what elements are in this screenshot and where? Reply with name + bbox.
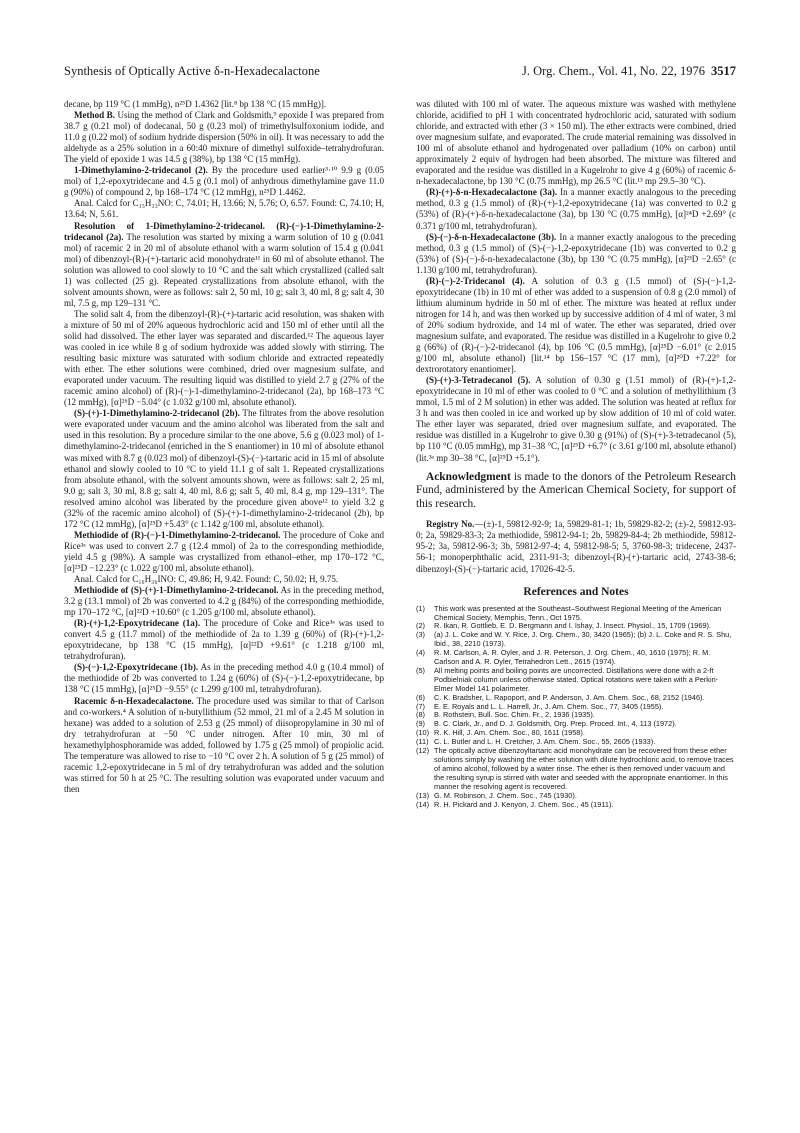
references-list [416,605,736,810]
paragraph-text: Using the method of Clark and Goldsmith,⁹ epoxide I was prepared from 38.7 g (0.21 mol) of dodecanal, 50 g (0.23 mol) of trimethylsulfoxonium iodide, and 11.0 g (0.22 mol) of sodium hydride dispersion (50% in oil). It was necessary to add the aldehyde as a 25% solution in a 60:40 mixture of dimethyl sulfoxide–tetrahydrofuran. The yield of epoxide 1 was 14.5 g (38%), bp 138 °C (15 mmHg). [64,110,384,165]
reference-text: (a) J. L. Coke and W. Y. Rice, J. Org. Chem., 30, 3420 (1965); (b) J. L. Coke and R. S. Shu, Ibid., 38, 2210 (1973). [434,630,732,649]
reference-text: B. Rothstein, Bull. Soc. Chim. Fr., 2, 1936 (1935). [434,710,595,720]
reference-text: G. M. Robinson, J. Chem. Soc., 745 (1930). [434,790,577,800]
reference-number: (11) [416,737,429,747]
paragraph [64,165,384,198]
reference-text: C. L. Butler and L. H. Cretcher, J. Am. Chem. Soc., 55, 2605 (1933). [434,737,656,747]
reference-item [416,631,736,649]
reference-text: R. H. Pickard and J. Kenyon, J. Chem. Soc., 45 (1911). [434,799,614,809]
paragraph-text: The procedure of Coke and Rice³ᵃ was used to convert 2.7 g (12.4 mmol) of 2a to the corresponding methiodide, yield 4.5 g (98%). A sample was crystallized from ethanol–ether, mp 170–172 °C, [α]²⁵D −12.23° (c 1.022 g/100 ml, absolute ethanol). [64,529,384,573]
references-title: References and Notes [523,585,629,598]
reference-item [416,649,736,667]
paragraph [416,375,736,463]
left-column [64,99,384,795]
reference-number: (1) [416,603,425,613]
paragraph-text: was diluted with 100 ml of water. The aqueous mixture was washed with methylene chloride, acidified to pH 1 with concentrated hydrochloric acid, saturated with sodium chloride, and extracted with ether (3 × 150 ml). The ether extracts were combined, dried over magnesium sulfate, and evaporated. The crude material remaining was dissolved in 100 ml of absolute ethanol and hydrogenated over palladium (10% on carbon) until approximately 2 equiv of hydrogen had been absorbed. The mixture was filtered and evaporated and the residue was distilled in a Kugelrohr to give 4 g (60%) of racemic δ-n-hexadecalactone, bp 130 °C (0.75 mmHg), mp 26.5 °C (lit.¹³ mp 29.5–30 °C). [416,99,736,187]
reference-text: All melting points and boiling points are uncorrected. Distillations were done with a 2-ft Podbielniak column unless otherwise stated. Optical rotations were taken with a Perkin-Elmer Model 141 polarimeter. [434,665,719,693]
acknowledgment [416,471,736,512]
reference-item [416,801,736,810]
paragraph-text: The resolution was started by mixing a warm solution of 10 g (0.041 mol) of racemic 2 in 20 ml of absolute ethanol with a warm solution of 15.4 g (0.041 mol) of dibenzoyl-(R)-(+)-tartaric acid monohydrate¹¹ in 60 ml of absolute ethanol. The solution was allowed to cool slowly to 10 °C and the salt which crystallized (called salt 1) was collected (25 g). Repeated crystallizations from absolute ethanol, with the solvent amounts shown, were as follows: salt 2, 50 ml, 10 g; salt 3, 40 ml, 8 g; salt 4, 30 ml, 7.5 g, mp 129–131 °C. [64,231,384,308]
paragraph [416,232,736,276]
paragraph-heading: Methiodide of (S)-(+)-1-Dimethylamino-2-tridecanol. [74,585,279,596]
right-column [416,99,736,809]
reference-text: E. E. Royals and L. L. Harrell, Jr., J. Am. Chem. Soc., 77, 3405 (1955). [434,701,664,711]
reference-text: R. Ikan, R. Gottlieb, E. D. Bergmann and I. Ishay, J. Insect. Physiol., 15, 1709 (1969). [434,621,712,631]
registry-numbers [416,519,736,574]
paragraph-text: A solution of 0.30 g (1.51 mmol) of (R)-(+)-1,2-epoxytridecane in 10 ml of ether was cooled to 0 °C and a solution of methyllithium (3 mmol, 1.5 ml of 2 M solution) in ether was added. The solution was heated at reflux for 3 h and was then cooled in ice and worked up by slow addition of 10 ml of cold water. The ether layer was separated, dried over magnesium sulfate, and evaporated. The residue was distilled in a Kugelrohr to give 0.30 g (91%) of (S)-(+)-3-tetradecanol (5), bp 110 °C (0.05 mmHg), mp 31–38 °C, [α]²⁵D +6.7° (c 3.61 g/100 ml, absolute ethanol) (lit.³ᵃ mp 30–38 °C, [α]²⁵D +5.1°). [416,375,736,463]
page-number: 3517 [711,64,736,78]
reference-item [416,667,736,694]
reference-number: (10) [416,728,430,738]
reference-text: R. K. Hill, J. Am. Chem. Soc., 80, 1611 (1958). [434,728,585,738]
registry-heading: Registry No. [426,519,475,530]
reference-item [416,747,736,792]
paragraph-text: In a manner exactly analogous to the preceding method, 0.3 g (1.5 mmol) of (R)-(+)-1,2-epoxytridecane (1a) was converted to 0.2 g (53%) of (R)-(+)-δ-n-hexadecalactone (3a), bp 130 °C (0.75 mmHg), [α]²⁴D +2.69° (c 0.371 g/100 ml, tetrahydrofuran). [416,187,736,231]
paragraph [64,585,384,618]
reference-text: This work was presented at the Southeast–Southwest Regional Meeting of the American Chemical Society, Memphis, Tenn., Oct 1975. [434,603,722,622]
reference-number: (4) [416,648,425,658]
paragraph [64,618,384,662]
reference-number: (13) [416,790,430,800]
paragraph-text: By the procedure used earlier³·¹⁰ 9.9 g (0.05 mol) of 1,2-epoxytridecane and 4.5 g (0.1 mol) of anhydrous dimethylamine gave 11.0 g (90%) of compound 2, bp 168–174 °C (12 mmHg), n²⁵D 1.4462. [64,165,385,198]
reference-number: (12) [416,746,430,756]
registry-text: —(±)-1, 59812-92-9; 1a, 59829-81-1; 1b, 59829-82-2; (±)-2, 59812-93-0; 2a, 59829-83-3; 2a methiodide, 59812-94-1; 2b, 59829-84-4; 2b methiodide, 59812-95-2; 3a, 59812-96-3; 3b, 59812-97-4; 4, 59812-98-5; 5, 3760-98-3; tridecene, 2437-56-1; monoperphthalic acid, 2311-91-3; dibenzoyl-(R)-(+)-tartaric acid, 2743-38-6; dibenzoyl-(S)-(−)-tartaric acid, 17026-42-5. [416,519,736,574]
paragraph [416,99,736,187]
paragraph-text: The procedure of Coke and Rice³ᵃ was used to convert 4.5 g (11.7 mmol) of the methiodide of 2a to 1.39 g (60%) of (R)-(+)-1,2-epoxytridecane, bp 138 °C (15 mmHg), [α]²²D +9.61° (c 1.218 g/100 ml, tetrahydrofuran). [64,618,384,662]
paragraph-heading: (S)-(+)-3-Tetradecanol (5). [426,375,531,386]
acknowledgment-heading: Acknowledgment [426,470,511,483]
reference-text: C. K. Bradsher, L. Rapoport, and P. Anderson, J. Am. Chem. Soc., 68, 2152 (1946). [434,692,705,702]
paragraph [64,574,384,585]
reference-text: The optically active dibenzoyltartaric acid monohydrate can be recovered from these ether solutions simply by washing the ether solution with dilute hydrochloric acid, to remove traces of amino alcohol, followed by a water rinse. The ether is then removed under vacuum and the resulting syrup is stirred with water and seeded with the appropriate enantiomer. In this manner the resolving agent is recovered. [434,746,734,791]
running-header [64,64,736,84]
paragraph [64,530,384,574]
reference-number: (14) [416,799,430,809]
paragraph [64,110,384,165]
paragraph-text: As in the preceding method 4.0 g (10.4 mmol) of the methiodide of 2b was converted to 1.24 g (60%) of (S)-(−)-1,2-epoxytridecane, bp 138 °C (15 mmHg), [α]²⁵D −9.55° (c 1.299 g/100 ml, tetrahydrofuran). [64,662,385,695]
reference-number: (8) [416,710,425,720]
paragraph-heading: (R)-(+)-1,2-Epoxytridecane (1a). [74,618,201,629]
paragraph-heading: Method B. [74,110,115,121]
paragraph [416,187,736,231]
paragraph-heading: Racemic δ-n-Hexadecalactone. [74,695,194,706]
reference-number: (6) [416,692,425,702]
paragraph [64,408,384,530]
acknowledgment-text: is made to the donors of the Petroleum Research Fund, administered by the American Chemical Society, for support of this research. [416,470,736,510]
paragraph-text: Anal. Calcd for C₁₆H₃₆INO: C, 49.86; H, 9.42. Found: C, 50.02; H, 9.75. [74,574,339,585]
paragraph-text: The solid salt 4, from the dibenzoyl-(R)-(+)-tartaric acid resolution, was shaken with a mixture of 50 ml of 20% aqueous hydrochloric acid and 150 ml of ether until all the solid had dissolved. The ether layer was separated and discarded.¹² The aqueous layer was cooled in ice while 8 g of sodium hydroxide was added slowly with stirring. The resulting basic mixture was saturated with sodium chloride and extracted repeatedly with ether. The ether solutions were combined, dried over magnesium sulfate, and evaporated under vacuum. The resulting liquid was distilled to yield 2.7 g (27% of the racemic amino alcohol) of (R)-(−)-1-dimethylamino-2-tridecanol (2a), bp 168–173 °C (12 mmHg), [α]²⁶D −5.04° (c 1.032 g/100 ml, absolute ethanol). [64,308,384,408]
paragraph-heading: (R)-(−)-2-Tridecanol (4). [426,275,525,286]
paragraph [64,696,384,795]
paragraph-text: The procedure used was similar to that of Carlson and co-workers.⁴ A solution of n-butyllithium (52 mmol, 21 ml of a 2.45 M solution in hexane) was added to a solution of 2.53 g (25 mmol) of diisopropylamine in 30 ml of dry tetrahydrofuran at −50 °C under nitrogen. After 10 min, 30 ml of hexamethylphosphoramide was added, followed by 1.75 g (25 mmol) of propiolic acid. The temperature was allowed to rise to −10 °C over 2 h. A solution of 5 g (25 mmol) of racemic 1,2-epoxytridecane in 5 ml of dry tetrahydrofuran was added and the solution was stirred for 50 h at 25 °C. The resulting solution was evaporated under vacuum and then [64,695,384,794]
paragraph [64,99,384,110]
paragraph-text: The filtrates from the above resolution were evaporated under vacuum and the amino alcohol was liberated from the salt and used in this resolution. By a procedure similar to the one above, 5.6 g (0.023 mol) of 1-dimethylamino-2-tridecanol (enriched in the S enantiomer) in 10 ml of absolute ethanol was mixed with 8.7 g (0.023 mol) of dibenzoyl-(S)-(−)-tartaric acid in 15 ml of absolute ethanol and slowly cooled to 10 °C to yield 11.1 g of salt 1. Repeated crystallizations from absolute ethanol, with the solvent amounts shown, were as follows: salt 2, 25 ml, 9.0 g; salt 3, 30 ml, 8.8 g; salt 4, 40 ml, 8.6 g; salt 5, 40 ml, 8.4 g, mp 129–131°. The resolved amino alcohol was liberated by the procedure given above¹² to yield 3.2 g (32% of the racemic amino alcohol) of (S)-(+)-1-dimethylamino-2-tridecanol (2b), bp 172 °C (12 mmHg), [α]²⁵D +5.43° (c 1.142 g/100 ml, absolute ethanol). [64,408,384,529]
paragraph-heading: (R)-(+)-δ-n-Hexadecalactone (3a). [426,187,558,198]
right-column-paragraphs [416,99,736,464]
reference-number: (7) [416,701,425,711]
journal-citation [522,64,736,79]
reference-item [416,605,736,623]
reference-number: (3) [416,630,425,640]
reference-text: R. M. Carlson, A. R. Oyler, and J. R. Peterson, J. Org. Chem., 40, 1610 (1975); R. M. Carlson and A. R. Oyler, Tetrahedron Lett., 2615 (1974). [434,648,711,667]
paragraph [64,662,384,695]
paragraph-heading: Methiodide of (R)-(−)-1-Dimethylamino-2-tridecanol. [74,529,281,540]
paragraph-text: A solution of 0.3 g (1.5 mmol) of (S)-(−)-1,2-epoxytridecane (1b) in 10 ml of ether was added to a suspension of 0.8 g (2.0 mmol) of lithium aluminum hydride in 50 ml of ether. The mixture was heated at reflux under nitrogen for 14 h, and was then worked up by successive addition of 4 ml of water, 3 ml of 20% sodium hydroxide, and 14 ml of water. The ether was separated, dried over magnesium sulfate, and evaporated. The residue was distilled in a Kugelrohr to give 0.2 g (66%) of (R)-(−)-2-tridecanol (4), bp 106 °C (0.5 mmHg), [α]²⁵D −6.01° (c 2.015 g/100 ml, absolute ethanol) [lit.¹⁴ bp 156–157 °C (17 mm), [α]²⁰D +7.22° for dextrorotatory enantiomer]. [416,275,737,375]
paragraph [64,198,384,220]
running-title: Synthesis of Optically Active δ-n-Hexadecalactone [64,64,320,78]
paragraph-heading: Resolution of 1-Dimethylamino-2-tridecanol. (R)-(−)-1-Dimethylamino-2-tridecanol (2a). [64,220,384,242]
paragraph [64,309,384,408]
paragraph-heading: (S)-(−)-δ-n-Hexadecalactone (3b). [426,231,557,242]
paragraph-heading: (S)-(+)-1-Dimethylamino-2-tridecanol (2b). [74,408,240,419]
paragraph-text: As in the preceding method, 3.2 g (13.1 mmol) of 2b was converted to 4.2 g (84%) of the corresponding methiodide, mp 170–172 °C, [α]²²D +10.60° (c 1.205 g/100 ml, absolute ethanol). [64,585,384,618]
paragraph [416,276,736,375]
paragraph-text: Anal. Calcd for C₁₅H₃₃NO: C, 74.01; H, 13.66; N, 5.76; O, 6.57. Found: C, 74.10; H, 13.64; N, 5.61. [64,198,384,220]
journal-name: J. Org. Chem., Vol. 41, No. 22, 1976 [521,64,705,78]
paragraph [64,221,384,309]
reference-number: (9) [416,719,425,729]
paragraph-heading: 1-Dimethylamino-2-tridecanol (2). [74,165,208,176]
reference-text: B. C. Clark, Jr., and D. J. Goldsmith, Org. Prep. Proced. Int., 4, 113 (1972). [434,719,677,729]
reference-number: (5) [416,665,425,675]
paragraph-text: In a manner exactly analogous to the preceding method, 0.3 g (1.5 mmol) of (S)-(−)-1,2-epoxytridecane (1b) was converted to 0.2 g (53%) of (S)-(−)-δ-n-hexadecalactone (3b), bp 130 °C (0.75 mmHg), [α]²³D −2.65° (c 1.130 g/100 ml, tetrahydrofuran). [416,231,736,275]
paragraph-heading: (S)-(−)-1,2-Epoxytridecane (1b). [74,662,199,673]
reference-number: (2) [416,621,425,631]
paragraph-text: decane, bp 119 °C (1 mmHg), n²⁵D 1.4362 [lit.⁸ bp 138 °C (15 mmHg)]. [64,99,327,109]
